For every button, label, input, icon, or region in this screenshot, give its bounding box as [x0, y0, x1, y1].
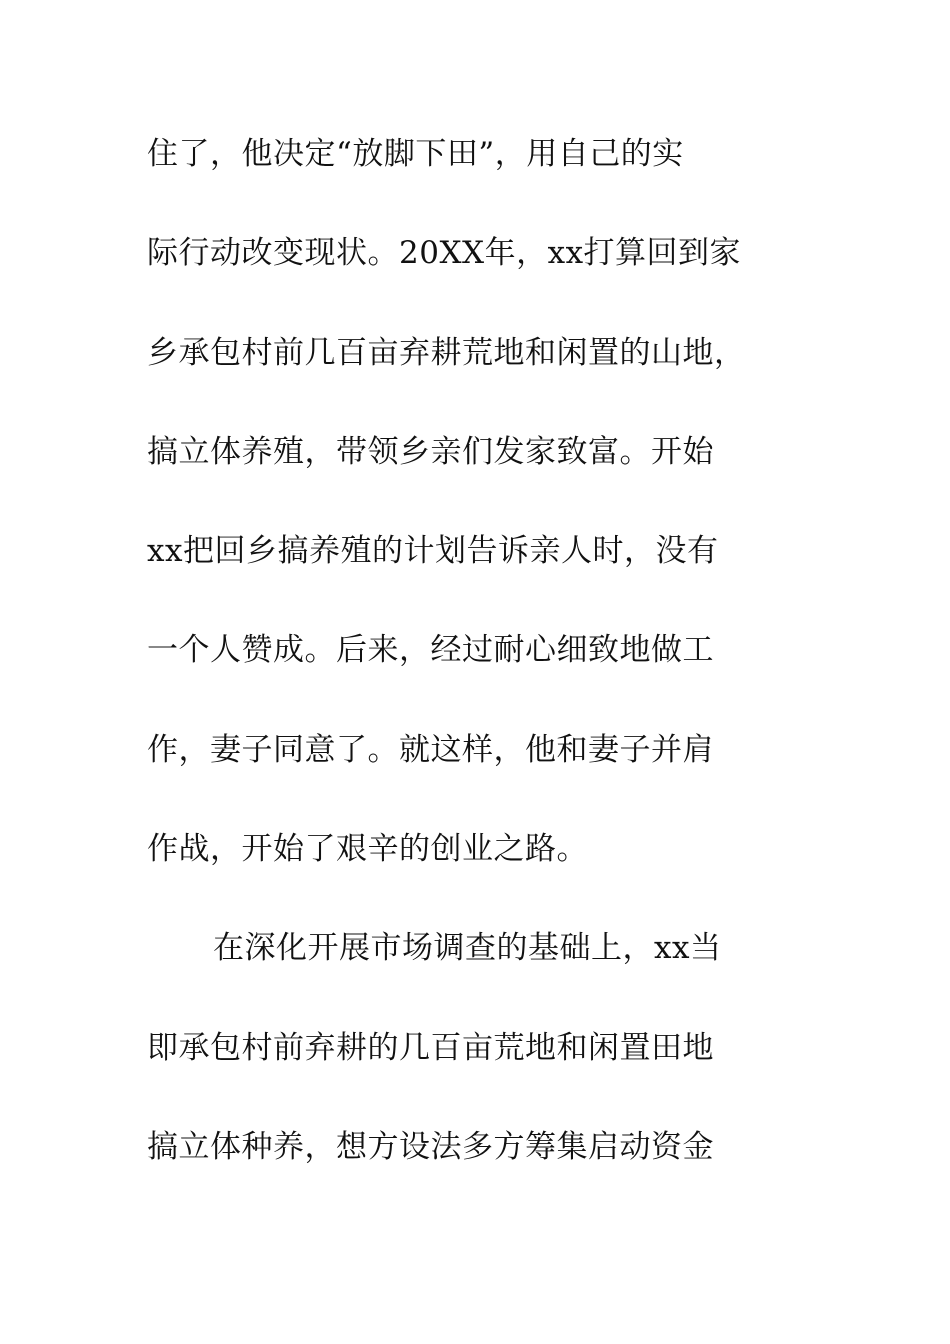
text-line: 作，妻子同意了。就这样，他和妻子并肩 — [147, 731, 714, 768]
text-line: 际行动改变现状。20XX年，xx打算回到家 — [147, 235, 742, 272]
text-line: 搞立体养殖，带领乡亲们发家致富。开始 — [147, 433, 714, 470]
text-line: 一个人赞成。后来，经过耐心细致地做工 — [147, 632, 714, 669]
text-line: 乡承包村前几百亩弃耕荒地和闲置的山地， — [147, 334, 746, 371]
body-text — [147, 122, 807, 1214]
text-line: xx把回乡搞养殖的计划告诉亲人时，没有 — [147, 533, 719, 570]
text-line: 搞立体种养，想方设法多方筹集启动资金 — [147, 1128, 714, 1165]
text-line: 住了，他决定“放脚下田”，用自己的实 — [147, 136, 684, 172]
paragraph-start-line: 在深化开展市场调查的基础上，xx当 — [213, 930, 722, 967]
text-line: 作战，开始了艰辛的创业之路。 — [147, 831, 588, 868]
text-line: 即承包村前弃耕的几百亩荒地和闲置田地 — [147, 1029, 714, 1066]
